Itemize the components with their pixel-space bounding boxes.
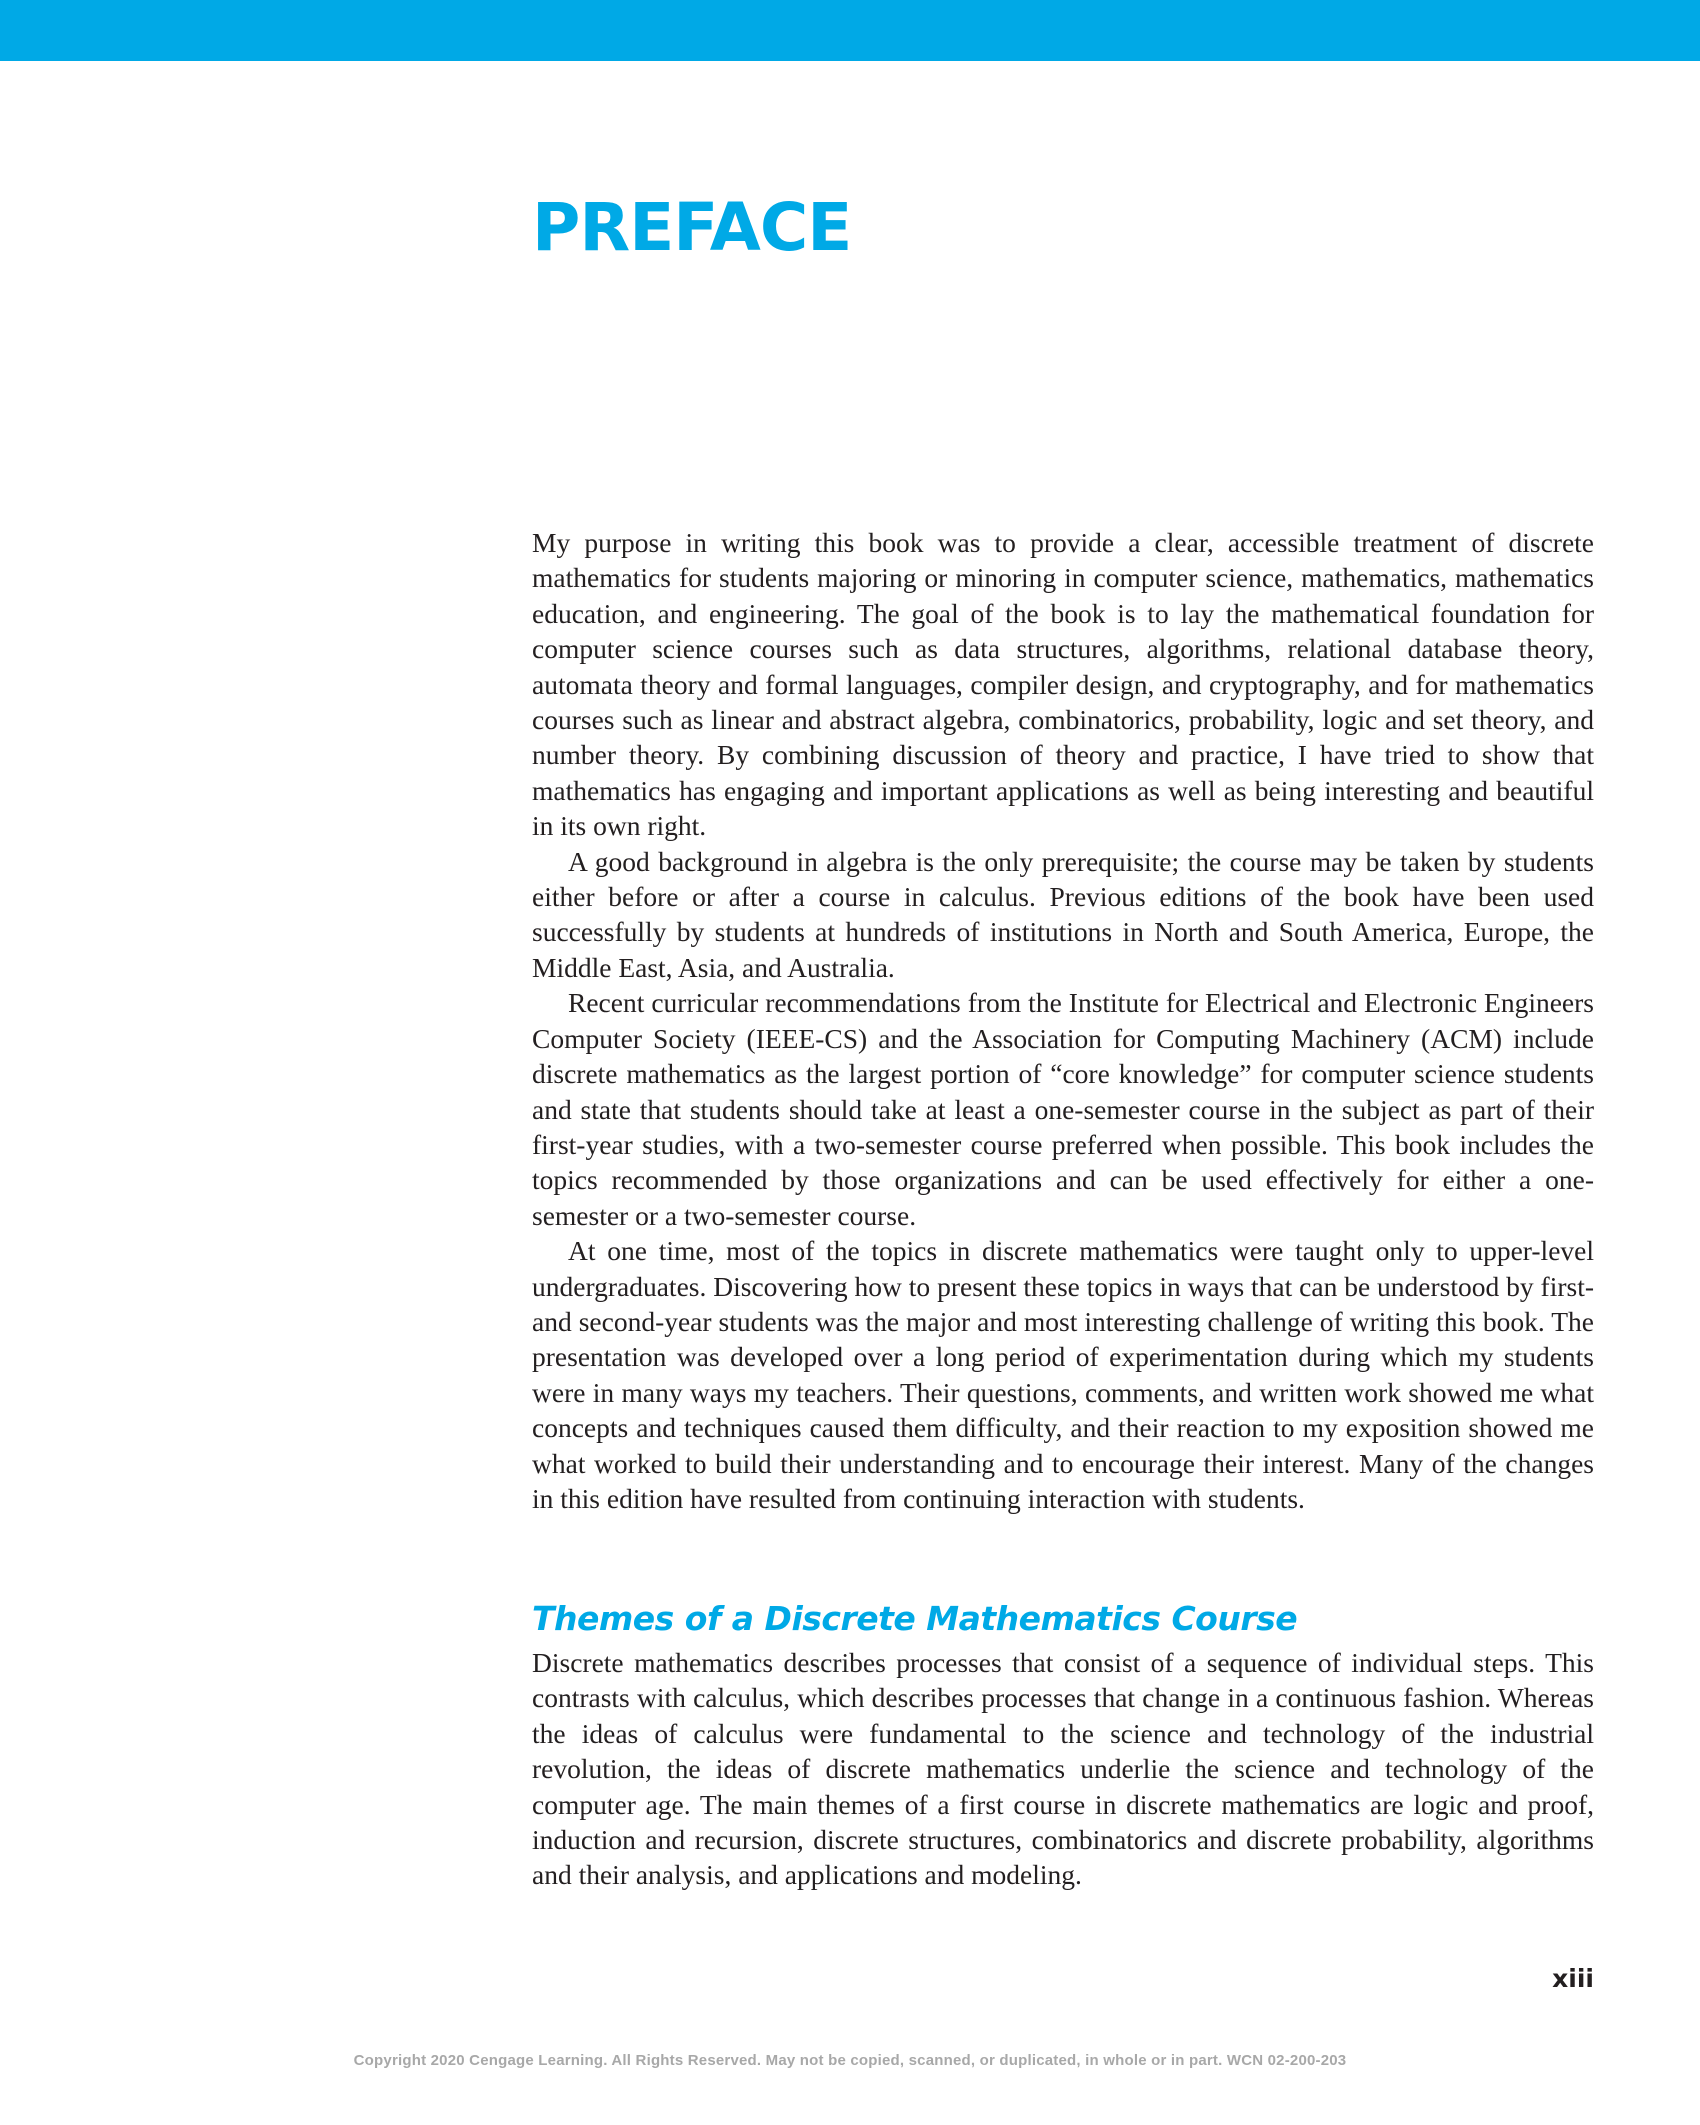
intro-paragraph-2: A good background in algebra is the only prerequisite; the course may be taken by students either before or after a course in calculus. Previous editions of the book have been used successfully by students at hundreds of institutions in North and South America, Europe, the Middle East, Asia, and Australia. <box>532 845 1594 983</box>
section-text <box>532 1645 1594 1893</box>
top-color-bar <box>0 0 1700 61</box>
intro-text <box>532 525 1594 1516</box>
page-number: xiii <box>1552 1964 1594 1993</box>
section-paragraph: Discrete mathematics describes processes that consist of a sequence of individual steps. This contrasts with calculus, which describes processes that change in a continuous fashion. Whereas the ideas of calculus were fundamental to the science and technology of the industrial revolution, the ideas of discrete mathematics underlie the science and technology of the computer age. The main themes of a first course in discrete mathematics are logic and proof, induction and recursion, discrete structures, combinatorics and discrete probability, algorithms and their analysis, and applications and modeling. <box>532 1647 1594 1891</box>
intro-paragraph-4: At one time, most of the topics in discrete mathematics were taught only to upper-level undergraduates. Discovering how to present these topics in ways that can be understood by first- and second-year students was the major and most interesting challenge of writing this book. The presentation was developed over a long period of experimentation during which my students were in many ways my teachers. Their questions, comments, and written work showed me what concepts and techniques caused them difficulty, and their reaction to my exposition showed me what worked to build their understanding and to encourage their interest. Many of the changes in this edition have resulted from continuing interaction with students. <box>532 1235 1594 1514</box>
intro-paragraph-3: Recent curricular recommendations from the Institute for Electrical and Electronic Engineers Computer Society (IEEE-CS) and the Association for Computing Machinery (ACM) include discrete mathematics as the largest portion of “core knowledge” for computer science students and state that students should take at least a one-semester course in the subject as part of their first-year studies, with a two-semester course preferred when possible. This book includes the topics recommended by those organizations and can be used effectively for either a one-semester or a two-semester course. <box>532 987 1594 1231</box>
section-heading: Themes of a Discrete Mathematics Course <box>532 1599 1298 1638</box>
copyright-notice: Copyright 2020 Cengage Learning. All Rights Reserved. May not be copied, scanned, or duplicated, in whole or in part. WCN 02-200-203 <box>353 2052 1347 2069</box>
page-title: PREFACE <box>532 189 852 266</box>
intro-paragraph-1: My purpose in writing this book was to provide a clear, accessible treatment of discrete mathematics for students majoring or minoring in computer science, mathematics, mathematics education, and engineering. The goal of the book is to lay the mathematical foundation for computer science courses such as data structures, algorithms, relational database theory, automata theory and formal languages, compiler design, and cryptography, and for mathematics courses such as linear and abstract algebra, combinatorics, probability, logic and set theory, and number theory. By combining discussion of theory and practice, I have tried to show that mathematics has engaging and important applications as well as being interesting and beautiful in its own right. <box>532 527 1594 842</box>
